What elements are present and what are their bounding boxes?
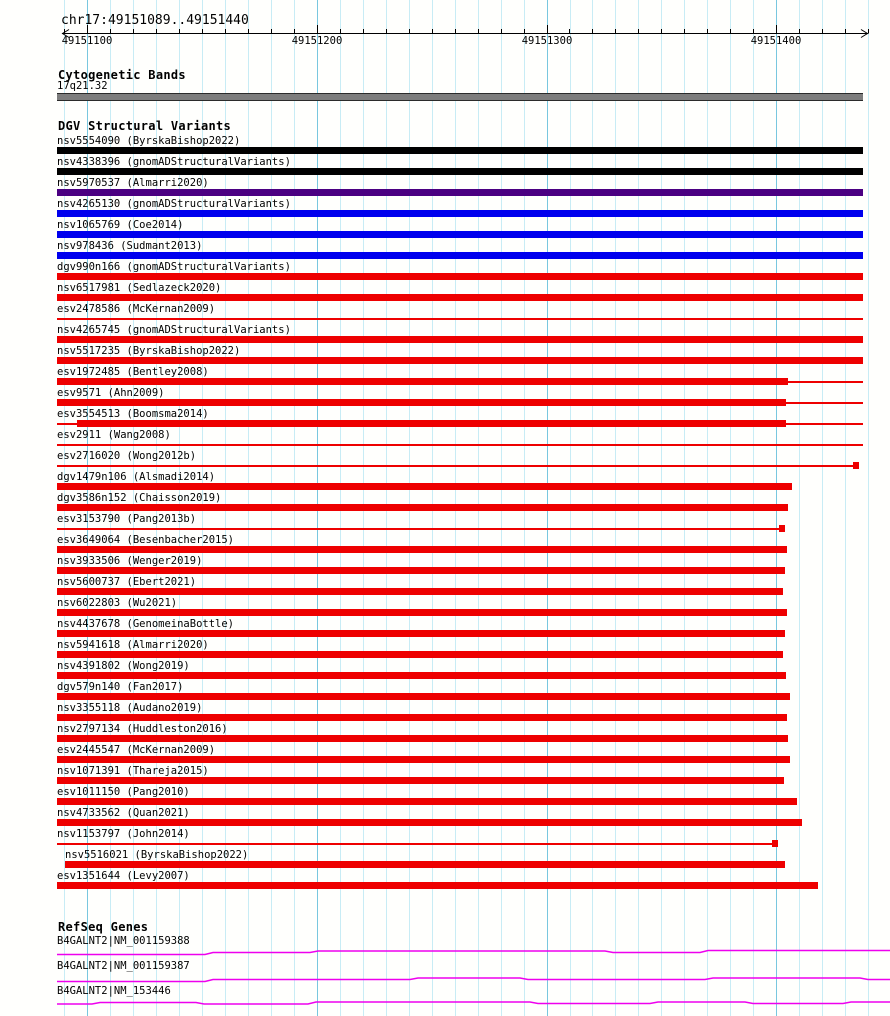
gridline xyxy=(868,0,869,1016)
variant-label: esv9571 (Ahn2009) xyxy=(57,387,165,399)
variant-bar[interactable] xyxy=(77,420,786,427)
variant-bar[interactable] xyxy=(57,189,863,196)
variant-bar[interactable] xyxy=(57,483,792,490)
variant-label: esv3554513 (Boomsma2014) xyxy=(57,408,209,420)
variant-bar[interactable] xyxy=(57,504,788,511)
variant-label: nsv3933506 (Wenger2019) xyxy=(57,555,203,567)
variant-ci-line[interactable] xyxy=(57,318,863,320)
gene-model-line[interactable] xyxy=(57,951,890,955)
variant-bar[interactable] xyxy=(57,798,797,805)
variant-ci-line[interactable] xyxy=(788,381,863,383)
gene-label: B4GALNT2|NM_153446 xyxy=(57,985,171,997)
ruler-tick-label: 49151400 xyxy=(750,35,802,47)
variant-bar[interactable] xyxy=(57,252,863,259)
variant-label: nsv4391802 (Wong2019) xyxy=(57,660,190,672)
variant-bar[interactable] xyxy=(57,714,787,721)
variant-label: esv1351644 (Levy2007) xyxy=(57,870,190,882)
variant-bar[interactable] xyxy=(57,651,783,658)
variant-label: esv1972485 (Bentley2008) xyxy=(57,366,209,378)
variant-bar[interactable] xyxy=(57,294,863,301)
variant-label: nsv3355118 (Audano2019) xyxy=(57,702,203,714)
gene-model-line[interactable] xyxy=(57,978,890,982)
variant-label: nsv5600737 (Ebert2021) xyxy=(57,576,197,588)
variant-label: nsv4338396 (gnomADStructuralVariants) xyxy=(57,156,291,168)
variant-bar[interactable] xyxy=(57,588,783,595)
variant-label: esv2716020 (Wong2012b) xyxy=(57,450,197,462)
variant-label: dgv990n166 (gnomADStructuralVariants) xyxy=(57,261,291,273)
variant-label: nsv6517981 (Sedlazeck2020) xyxy=(57,282,222,294)
refseq-track-header: RefSeq Genes xyxy=(58,920,149,934)
variant-label: nsv4265745 (gnomADStructuralVariants) xyxy=(57,324,291,336)
variant-bar[interactable] xyxy=(57,630,785,637)
variant-label: esv1011150 (Pang2010) xyxy=(57,786,190,798)
variant-label: esv2478586 (McKernan2009) xyxy=(57,303,216,315)
variant-bar[interactable] xyxy=(57,693,790,700)
ruler-tick-label: 49151300 xyxy=(521,35,573,47)
variant-bar[interactable] xyxy=(57,735,788,742)
variant-end-box[interactable] xyxy=(853,462,859,469)
variant-label: esv2445547 (McKernan2009) xyxy=(57,744,216,756)
gene-model-line[interactable] xyxy=(57,1002,890,1004)
variant-label: nsv4265130 (gnomADStructuralVariants) xyxy=(57,198,291,210)
variant-label: nsv5517235 (ByrskaBishop2022) xyxy=(57,345,241,357)
variant-bar[interactable] xyxy=(57,378,788,385)
variant-bar[interactable] xyxy=(57,882,818,889)
variant-bar[interactable] xyxy=(57,273,863,280)
variant-ci-line[interactable] xyxy=(57,444,863,446)
gene-label: B4GALNT2|NM_001159388 xyxy=(57,935,190,947)
region-title: chr17:49151089..49151440 xyxy=(61,13,249,28)
variant-end-box[interactable] xyxy=(772,840,778,847)
cytobands-track-header: Cytogenetic Bands xyxy=(58,68,186,82)
variant-bar[interactable] xyxy=(57,672,786,679)
variant-ci-line[interactable] xyxy=(786,402,863,404)
variant-bar[interactable] xyxy=(65,861,785,868)
variant-label: nsv978436 (Sudmant2013) xyxy=(57,240,203,252)
variant-ci-line[interactable] xyxy=(57,528,780,530)
variant-label: esv3153790 (Pang2013b) xyxy=(57,513,197,525)
variant-label: nsv5554090 (ByrskaBishop2022) xyxy=(57,135,241,147)
ruler-tick-label: 49151100 xyxy=(61,35,113,47)
variant-label: nsv4733562 (Quan2021) xyxy=(57,807,190,819)
variant-bar[interactable] xyxy=(57,819,802,826)
variant-label: dgv1479n106 (Alsmadi2014) xyxy=(57,471,216,483)
variant-bar[interactable] xyxy=(57,567,785,574)
variant-ci-line[interactable] xyxy=(57,843,774,845)
variant-label: dgv579n140 (Fan2017) xyxy=(57,681,184,693)
variant-label: nsv4437678 (GenomeinaBottle) xyxy=(57,618,235,630)
ruler-tick-label: 49151200 xyxy=(291,35,343,47)
variant-label: esv3649064 (Besenbacher2015) xyxy=(57,534,235,546)
variant-bar[interactable] xyxy=(57,756,790,763)
variant-ci-line[interactable] xyxy=(57,465,856,467)
variant-label: nsv1153797 (John2014) xyxy=(57,828,190,840)
variant-label: dgv3586n152 (Chaisson2019) xyxy=(57,492,222,504)
cytoband-bar[interactable] xyxy=(57,93,863,101)
variant-label: nsv2797134 (Huddleston2016) xyxy=(57,723,228,735)
variant-label: nsv5516021 (ByrskaBishop2022) xyxy=(65,849,249,861)
variant-label: nsv1071391 (Thareja2015) xyxy=(57,765,209,777)
variant-bar[interactable] xyxy=(57,399,786,406)
variant-bar[interactable] xyxy=(57,777,784,784)
variant-bar[interactable] xyxy=(57,357,863,364)
cytoband-label: 17q21.32 xyxy=(57,80,108,92)
variant-label: nsv1065769 (Coe2014) xyxy=(57,219,184,231)
variant-bar[interactable] xyxy=(57,147,863,154)
dgv-track-header: DGV Structural Variants xyxy=(58,119,232,133)
variant-label: esv2911 (Wang2008) xyxy=(57,429,171,441)
variant-bar[interactable] xyxy=(57,609,787,616)
ruler-arrow-icon xyxy=(861,30,868,38)
variant-bar[interactable] xyxy=(57,231,863,238)
variant-end-box[interactable] xyxy=(779,525,785,532)
variant-bar[interactable] xyxy=(57,168,863,175)
variant-label: nsv5941618 (Almarri2020) xyxy=(57,639,209,651)
variant-bar[interactable] xyxy=(57,546,787,553)
variant-label: nsv6022803 (Wu2021) xyxy=(57,597,178,609)
variant-bar[interactable] xyxy=(57,210,863,217)
variant-bar[interactable] xyxy=(57,336,863,343)
gene-label: B4GALNT2|NM_001159387 xyxy=(57,960,190,972)
variant-label: nsv5970537 (Almarri2020) xyxy=(57,177,209,189)
